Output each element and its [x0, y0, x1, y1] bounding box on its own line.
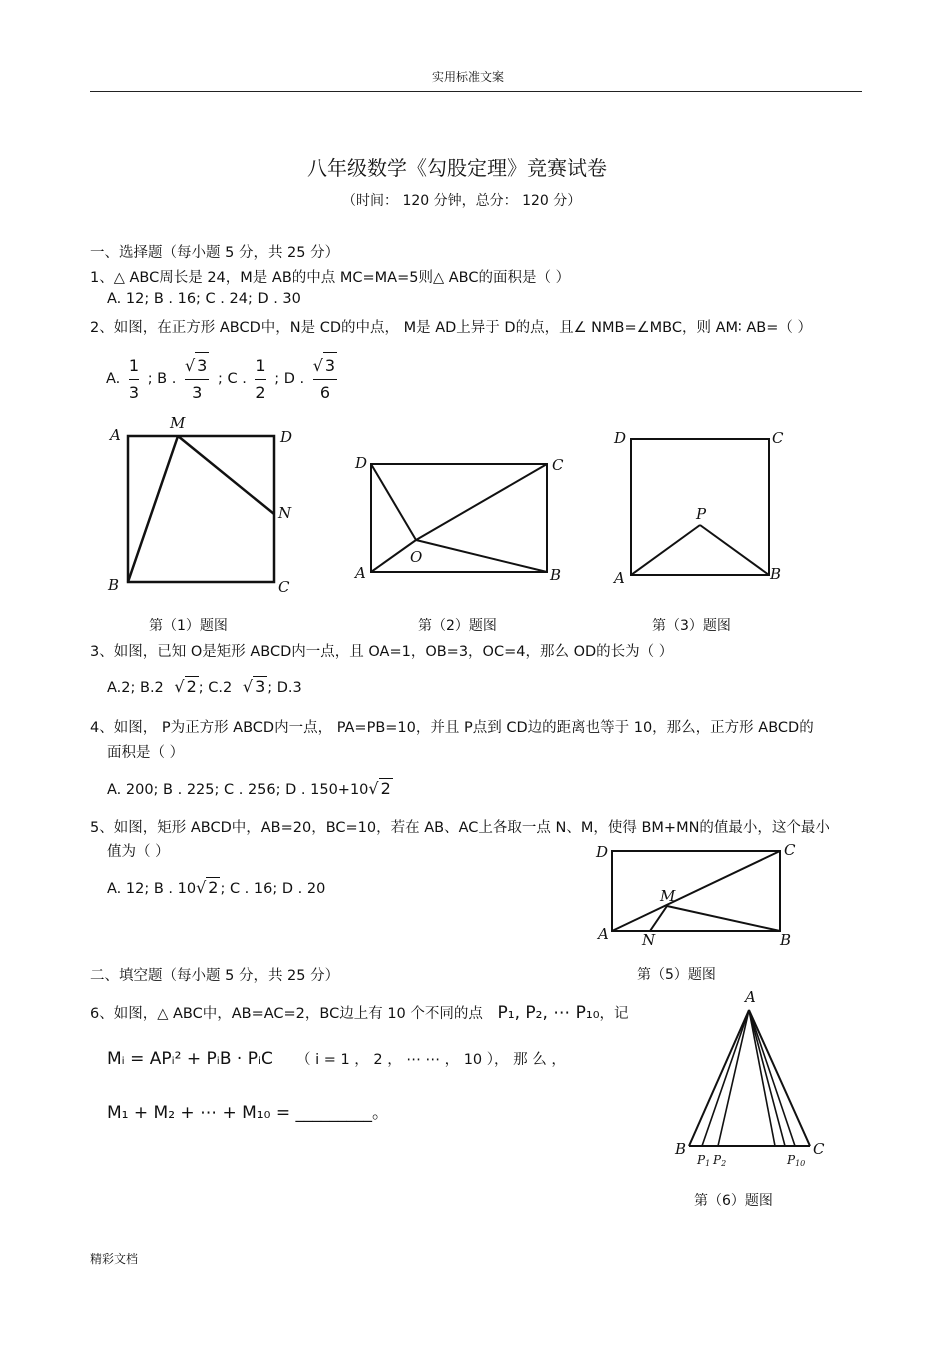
- f5-label-b: B: [780, 931, 792, 949]
- f6-label-p1: P1: [697, 1153, 711, 1168]
- f1-label-n: N: [278, 504, 292, 522]
- figure-6: [665, 988, 835, 1168]
- f2-line-od: [371, 464, 416, 540]
- q2-opt-a: A.: [106, 371, 121, 387]
- q5-opt-pre: A. 12; B . 10: [107, 881, 197, 897]
- f5-label-m: M: [660, 887, 676, 905]
- q6-stem-text: 6、如图，△ ABC中，AB=AC=2，BC边上有 10 个不同的点: [90, 1006, 483, 1022]
- f5-line-ac: [612, 851, 780, 931]
- page-header: 实用标准文案: [432, 70, 505, 84]
- q4-stem-2: 面积是（ ）: [107, 745, 185, 761]
- f6-label-c: C: [813, 1140, 825, 1158]
- frac-num: 1: [128, 355, 140, 375]
- figure-6-caption: 第（6）题图: [694, 1193, 773, 1209]
- f5-label-a: A: [598, 925, 609, 943]
- figure-5: [590, 835, 805, 955]
- frac-den: 6: [313, 379, 337, 406]
- f3-label-a: A: [614, 569, 625, 587]
- q6-formula-row: [107, 1048, 566, 1069]
- q4-opt-pre: A. 200; B . 225; C . 256; D . 150+10: [107, 782, 369, 798]
- q3-opt-post: ; D.3: [267, 680, 302, 696]
- figure-5-caption: 第（5）题图: [637, 967, 716, 983]
- figure-3-caption: 第（3）题图: [652, 618, 731, 634]
- f6-label-b: B: [675, 1140, 687, 1158]
- q1-options: A. 12; B . 16; C . 24; D . 30: [107, 291, 301, 307]
- f6-seg-p1: [702, 1010, 749, 1146]
- header-rule: [90, 91, 862, 92]
- q4-options: [107, 778, 393, 798]
- q2-stem: 2、如图，在正方形 ABCD中，N是 CD的中点， M是 AD上异于 D的点，且∠ NMB=∠MBC，则 AM∶ AB=（ ）: [90, 320, 813, 336]
- figure-3: [610, 425, 810, 590]
- q5-radical: √ 2: [196, 878, 219, 897]
- f6-label-p2: P2: [713, 1153, 727, 1168]
- q4-radical: √ 2: [368, 779, 391, 798]
- f1-square: [128, 436, 274, 582]
- f1-label-a: A: [110, 426, 121, 444]
- q2-opt-c: ; C .: [217, 371, 247, 387]
- f3-line-ap: [631, 525, 700, 575]
- q5-options: [107, 877, 325, 897]
- f2-label-d: D: [355, 454, 368, 472]
- f6-label-a: A: [745, 988, 756, 1006]
- figure-2-caption: 第（2）题图: [418, 618, 497, 634]
- q2-opt-b: ; B .: [147, 371, 177, 387]
- f6-label-p10: P10: [787, 1153, 806, 1168]
- q3-radical-1: √ 2: [174, 677, 197, 696]
- f3-label-d: D: [614, 429, 627, 447]
- q5-opt-post: ; C . 16; D . 20: [220, 881, 326, 897]
- f6-seg-p8: [749, 1010, 775, 1146]
- q6-points: P₁, P₂, ⋯ P₁₀: [497, 1003, 600, 1023]
- q3-stem: 3、如图，已知 O是矩形 ABCD内一点，且 OA=1，OB=3，OC=4，那么 OD的长为（ ）: [90, 644, 674, 660]
- page-footer: 精彩文档: [90, 1252, 139, 1266]
- q1-stem: 1、△ ABC周长是 24，M是 AB的中点 MC=MA=5则△ ABC的面积是（ ）: [90, 270, 571, 286]
- q3-opt-mid: ; C.2: [198, 680, 233, 696]
- q5-stem: 5、如图，矩形 ABCD中，AB=20，BC=10，若在 AB、AC上各取一点 N、M，使得 BM+MN的值最小，这个最小: [90, 820, 830, 836]
- q2-frac-c: [255, 353, 265, 406]
- f1-label-b: B: [108, 576, 120, 594]
- f2-label-a: A: [355, 564, 366, 582]
- q2-opt-d: ; D .: [274, 371, 305, 387]
- f2-line-oc: [416, 464, 547, 540]
- f5-label-c: C: [784, 841, 796, 859]
- q2-frac-a: [129, 353, 139, 406]
- f2-label-c: C: [552, 456, 564, 474]
- f6-side-ab: [689, 1010, 749, 1146]
- f1-line-bm: [128, 436, 178, 582]
- page-title: 八年级数学《勾股定理》竞赛试卷: [307, 156, 607, 180]
- f5-line-mb: [667, 906, 780, 931]
- frac-num-radical: √ 3: [313, 356, 337, 375]
- f6-seg-p2: [718, 1010, 749, 1146]
- q2-frac-b: [185, 352, 209, 406]
- frac-den: 3: [129, 379, 139, 406]
- q6-sum: M₁ + M₂ + ⋯ + M₁₀ = _________。: [107, 1103, 389, 1123]
- q4-stem: 4、如图， P为正方形 ABCD内一点， PA=PB=10，并且 P点到 CD边的距离也等于 10，那么，正方形 ABCD的: [90, 720, 814, 736]
- figure-2: [350, 450, 580, 590]
- q3-opt-pre: A.2; B.2: [107, 680, 164, 696]
- f5-label-d: D: [596, 843, 609, 861]
- q3-options: [107, 676, 302, 696]
- f1-label-m: M: [170, 414, 186, 432]
- frac-num-radical: √ 3: [185, 356, 209, 375]
- f6-seg-p10: [749, 1010, 795, 1146]
- f2-label-o: O: [410, 548, 423, 566]
- q6-tail: ，记: [599, 1006, 629, 1022]
- page-subtitle: （时间： 120 分钟，总分： 120 分）: [342, 193, 582, 209]
- q3-radical-2: √ 3: [242, 677, 266, 696]
- f3-label-b: B: [770, 565, 782, 583]
- q6-formula: Mᵢ = APᵢ² + PᵢB · PᵢC: [107, 1049, 273, 1069]
- f1-label-d: D: [280, 428, 293, 446]
- section1-heading: 一、选择题（每小题 5 分，共 25 分）: [90, 245, 340, 261]
- f2-label-b: B: [550, 566, 562, 584]
- frac-num: 1: [255, 355, 266, 375]
- q5-stem-2: 值为（ ）: [107, 844, 170, 860]
- f1-label-c: C: [278, 578, 290, 596]
- q2-options: [106, 352, 341, 406]
- f5-label-n: N: [642, 931, 656, 949]
- frac-den: 3: [185, 379, 209, 406]
- figure-1: [100, 410, 310, 600]
- f1-line-mn: [178, 436, 274, 514]
- section2-heading: 二、填空题（每小题 5 分，共 25 分）: [90, 968, 340, 984]
- figure-1-caption: 第（1）题图: [149, 618, 228, 634]
- f3-line-pb: [700, 525, 769, 575]
- f3-label-p: P: [696, 505, 707, 523]
- q6-formula-range: （ i = 1 ， 2 ， ⋯ ⋯ ， 10 ）， 那 么 ，: [295, 1052, 566, 1068]
- f2-line-ob: [416, 540, 547, 572]
- frac-den: 2: [255, 379, 265, 406]
- f3-label-c: C: [772, 429, 784, 447]
- q6-stem: [90, 1002, 629, 1023]
- q2-frac-d: [313, 352, 337, 406]
